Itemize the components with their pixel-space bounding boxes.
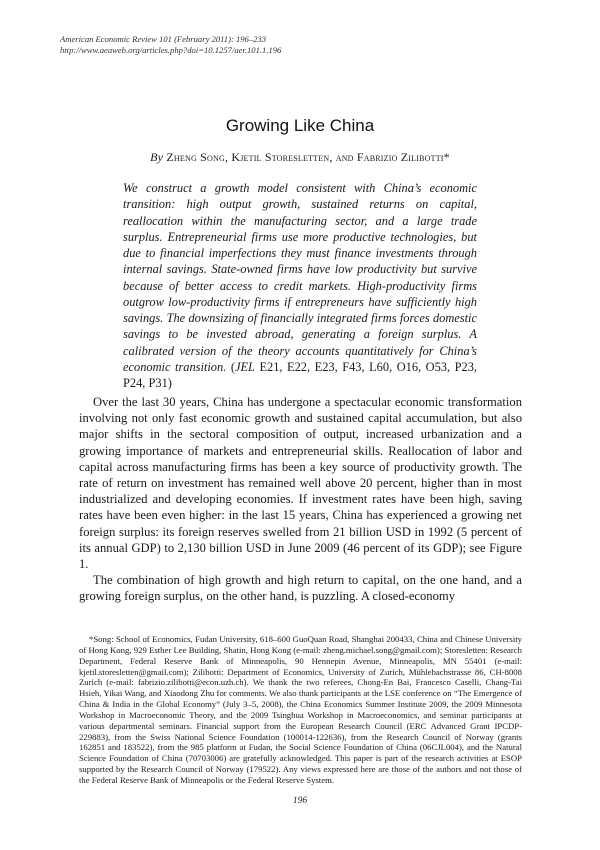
author-line (0, 150, 600, 165)
author-footnote (79, 634, 522, 786)
jel-code-list: E21, E22, E23, F43, L60, O16, O53, P23, P24, P31) (123, 359, 477, 390)
footnote-text: *Song: School of Economics, Fudan University, 618–600 GuoQuan Road, Shanghai 200433, China and Chinese University of Hong Kong, 929 Esther Lee Building, Shatin, Hong Kong (e-mail: zheng.michael.song@gmail.com); Storesletten: Research Department, Federal Reserve Bank of Minneapolis, 90 Hennepin Avenue, Minneapolis, MN 55401 (e-mail: kjetil.storesletten@gmail.com); Zilibotti: Department of Economics, University of Zurich, Mühlebachstrasse 86, CH-8008 Zurich (e-mail: fabrizio.zilibotti@econ.uzh.ch). We thank the two referees, Chong-En Bai, Francesco Caselli, Chang-Tai Hsieh, Yikai Wang, and Xiaodong Zhu for comments. We also thank participants at the LSE conference on “The Emergence of China & India in the Global Economy” (July 3–5, 2008), the China Economics Summer Institute 2009, the 2009 Minnesota Workshop in Macroeconomic Theory, and the 2009 Tsinghua Workshop in Macroeconomics, and seminar participants at various departmental seminars. Financial support from the European Research Council (ERC Advanced Grant IPCDP-229883), from the Swiss National Science Foundation (100014-122636), from the Research Council of Norway (grants 162851 and 183522), from the 985 platform at Fudan, the Social Science Foundation of China (06CJL004), and the Natural Science Foundation of China (70703006) are gratefully acknowledged. This paper is part of the research activities at ESOP supported by the Research Council of Norway (179522). Any views expressed here are those of the authors and not those of the Federal Reserve Bank of Minneapolis or the Federal Reserve System. (79, 634, 522, 785)
journal-header (60, 34, 281, 56)
author-names: Zheng Song, Kjetil Storesletten, and Fabrizio Zilibotti* (166, 150, 450, 164)
body-paragraph: The combination of high growth and high return to capital, on the one hand, and a growing foreign surplus, on the other hand, is puzzling. A closed-economy (79, 573, 522, 604)
doi-link[interactable]: http://www.aeaweb.org/articles.php?doi=10.1257/aer.101.1.196 (60, 45, 282, 55)
body-text (79, 394, 522, 605)
page-number: 196 (292, 796, 308, 806)
body-paragraph: Over the last 30 years, China has undergone a spectacular economic transformation involving not only fast economic growth and sustained capital accumulation, but also major shifts in the sectoral composition of output, increased urbanization and a growing importance of markets and entrepreneurial skills. Reallocation of labor and capital across manufacturing firms has been a key source of productivity growth. The rate of return on investment has remained well above 20 percent, higher than in most industrialized and developing economies. If investment rates have been high, saving rates have been even higher: in the last 15 years, China has experienced a growing net foreign surplus: its foreign reserves swelled from 21 billion USD in 1992 (5 percent of its annual GDP) to 2,130 billion USD in June 2009 (46 percent of its GDP); see Figure 1. (79, 395, 522, 572)
journal-citation: American Economic Review 101 (February 2011): 196–233 (60, 34, 267, 44)
abstract (123, 180, 477, 391)
jel-label: JEL (234, 359, 255, 374)
paper-title: Growing Like China (225, 116, 375, 135)
abstract-text: We construct a growth model consistent with China’s economic transition: high output growth, sustained returns on capital, reallocation within the manufacturing sector, and a large trade surplus. Entrepreneurial firms use more productive technologies, but due to financial imperfections they must finance investments through internal savings. State-owned firms have low productivity but survive because of better access to credit markets. High-productivity firms outgrow low-productivity firms if entrepreneurs have sufficiently high savings. The downsizing of financially integrated firms forces domestic savings to be invested abroad, generating a foreign surplus. A calibrated version of the theory accounts quantitatively for China’s economic transition. (123, 181, 477, 374)
author-by: By (150, 150, 164, 164)
jel-open-paren: ( (230, 359, 235, 374)
